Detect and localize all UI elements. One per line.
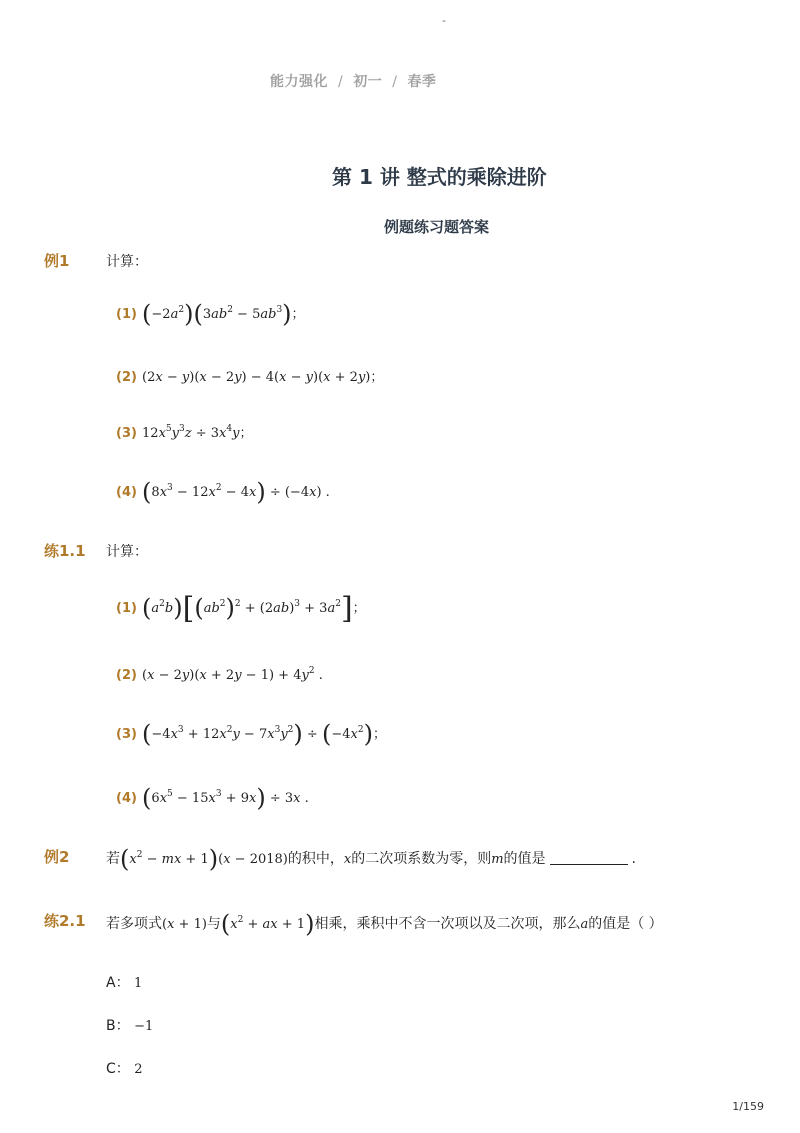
practice-1-1-item-4 — [116, 786, 309, 810]
item-number: (4) — [116, 791, 137, 806]
choice-value: 1 — [134, 976, 143, 991]
choice-c[interactable] — [106, 1058, 143, 1078]
question-text: 相乘，乘积中不含一次项以及二次项，那么 — [314, 916, 581, 932]
item-number: (3) — [116, 727, 137, 742]
variable-x: x — [343, 852, 352, 867]
choice-a[interactable] — [106, 972, 142, 992]
example-1-prompt: 计算： — [106, 254, 148, 270]
question-text: 的二次项系数为零，则 — [351, 851, 492, 867]
variable-m: m — [491, 852, 504, 867]
choice-letter: C： — [106, 1061, 130, 1077]
page-number: 1/159 — [732, 1100, 764, 1113]
formula: $12x^5y^3z \div 3x^4y$； — [142, 424, 253, 441]
formula: $(x - 2y)(x + 2y - 1) + 4y^2$ . — [142, 666, 323, 683]
question-text: 若多项式 — [106, 916, 162, 932]
question-text: 若 — [106, 851, 120, 867]
choice-b[interactable] — [106, 1015, 153, 1035]
choice-value: 2 — [134, 1062, 143, 1077]
example-2-question — [106, 847, 636, 871]
breadcrumb-separator: / — [392, 74, 398, 90]
formula: (x + 1) — [162, 917, 207, 932]
practice-2-1-question — [106, 912, 663, 936]
example-1-label: 例1 — [44, 252, 70, 270]
breadcrumb-item: 春季 — [407, 74, 437, 90]
example-1-item-4 — [116, 480, 330, 504]
practice-1-1-item-1 — [116, 591, 366, 626]
item-number: (1) — [116, 601, 137, 616]
answers-title: 例题练习题答案 — [384, 218, 490, 236]
breadcrumb-item: 初一 — [353, 74, 383, 90]
top-dash: - — [442, 14, 446, 27]
practice-1-1-prompt: 计算： — [106, 544, 148, 560]
practice-1-1-item-2 — [116, 664, 323, 683]
choice-value: −1 — [134, 1019, 154, 1034]
item-number: (1) — [116, 307, 137, 322]
example-1-item-1 — [116, 302, 305, 326]
breadcrumb — [270, 71, 436, 91]
question-text: 的积中， — [287, 851, 344, 867]
question-text: 的值是 — [503, 851, 546, 867]
question-text: . — [631, 851, 636, 867]
formula: (2x − y)(x − 2y) − 4(x − y)(x + 2y)； — [142, 370, 384, 385]
practice-2-1-label: 练2.1 — [44, 912, 86, 930]
formula: $(6x^5 - 15x^3 + 9x) \div 3x$ . — [142, 784, 309, 812]
formula: $(-2a^2)(3ab^2 - 5ab^3)$； — [142, 300, 305, 328]
formula: ($x^2$ − mx + 1)(x − 2018) — [120, 845, 288, 873]
example-2-label: 例2 — [44, 848, 70, 866]
question-text: 的值是（ ） — [588, 916, 663, 932]
formula: $(8x^3 - 12x^2 - 4x) \div (-4x)$ . — [142, 478, 330, 506]
example-1-item-3 — [116, 422, 253, 441]
item-number: (3) — [116, 426, 137, 441]
variable-a: a — [580, 917, 589, 932]
breadcrumb-item: 能力强化 — [270, 74, 328, 90]
lecture-title: 第 1 讲 整式的乘除进阶 — [332, 165, 547, 189]
choice-letter: B： — [106, 1018, 130, 1034]
item-number: (4) — [116, 485, 137, 500]
question-text: 与 — [206, 916, 221, 932]
choice-letter: A： — [106, 975, 130, 991]
example-1-item-2 — [116, 366, 383, 385]
item-number: (2) — [116, 370, 137, 385]
breadcrumb-separator: / — [338, 74, 344, 90]
practice-1-1-label: 练1.1 — [44, 542, 86, 560]
formula: $(-4x^3 + 12x^2y - 7x^3y^2) \div (-4x^2)$； — [142, 720, 386, 748]
practice-1-1-item-3 — [116, 722, 386, 746]
item-number: (2) — [116, 668, 137, 683]
formula: ($x^2$ + ax + 1) — [220, 910, 315, 938]
formula: $(a^2b)[(ab^2)^2 + (2ab)^3 + 3a^2]$； — [142, 591, 366, 626]
answer-blank[interactable] — [550, 864, 628, 865]
